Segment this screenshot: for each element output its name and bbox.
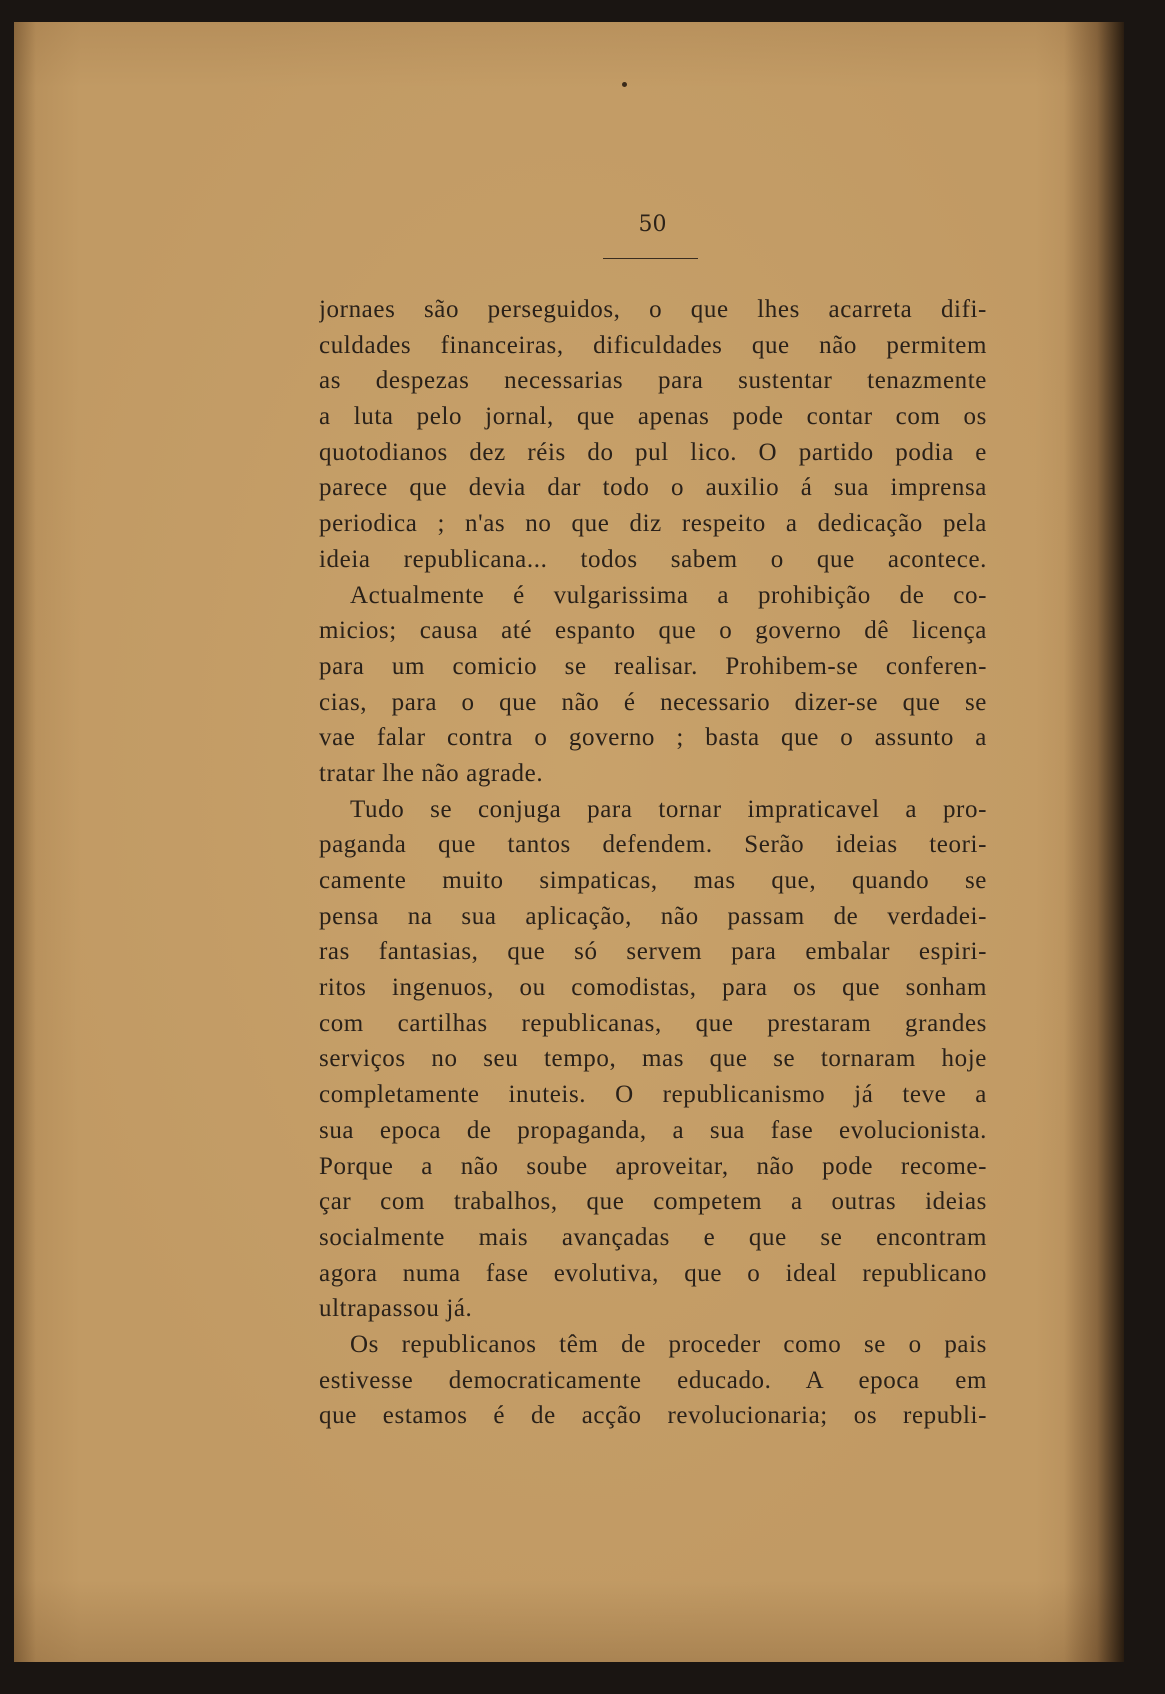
- text-line: ritos ingenuos, ou comodistas, para os que sonham: [319, 974, 987, 1002]
- text-line: agora numa fase evolutiva, que o ideal republicano: [319, 1259, 987, 1287]
- text-line: quotodianos dez réis do pul lico. O partido podia e: [319, 438, 987, 466]
- text-line: camente muito simpaticas, mas que, quando se: [319, 867, 987, 894]
- page-number: 50: [638, 212, 667, 237]
- ink-speck: [622, 82, 627, 87]
- text-line: parece que devia dar todo o auxilio á sua imprensa: [319, 474, 987, 502]
- text-line: sua epoca de propaganda, a sua fase evolucionista.: [319, 1116, 987, 1144]
- text-line: pensa na sua aplicação, não passam de verdadei-: [319, 902, 987, 930]
- text-line: serviços no seu tempo, mas que se tornaram hoje: [319, 1045, 987, 1073]
- text-line: Porque a não soube aproveitar, não pode recome-: [319, 1152, 987, 1180]
- text-line: paganda que tantos defendem. Serão ideias teori-: [319, 831, 987, 859]
- header-rule: [603, 258, 698, 259]
- text-line: completamente inuteis. O republicanismo já teve a: [319, 1081, 987, 1109]
- text-line: a luta pelo jornal, que apenas pode contar com os: [319, 403, 987, 431]
- left-edge-shading: [14, 22, 36, 1662]
- text-line: com cartilhas republicanas, que prestaram grandes: [319, 1009, 987, 1037]
- text-line: Actualmente é vulgarissima a prohibição de co-: [350, 581, 987, 609]
- body-text: [319, 292, 987, 1434]
- text-line: tratar lhe não agrade.: [319, 759, 544, 787]
- right-edge-shadow: [1064, 22, 1124, 1662]
- text-line: socialmente mais avançadas e que se encontram: [319, 1223, 987, 1251]
- text-line: as despezas necessarias para sustentar tenazmente: [319, 367, 987, 395]
- text-line: jornaes são perseguidos, o que lhes acarreta difi-: [319, 296, 987, 323]
- text-line: micios; causa até espanto que o governo dê licença: [319, 617, 987, 645]
- text-line: ultrapassou já.: [319, 1295, 473, 1323]
- text-line: que estamos é de acção revolucionaria; os republi-: [319, 1402, 987, 1430]
- text-line: ideia republicana... todos sabem o que acontece.: [319, 545, 987, 573]
- text-line: para um comicio se realisar. Prohibem-se conferen-: [319, 652, 987, 680]
- text-line: Tudo se conjuga para tornar impraticavel a pro-: [350, 795, 987, 823]
- text-line: vae falar contra o governo ; basta que o assunto a: [319, 724, 987, 752]
- text-line: culdades financeiras, dificuldades que não permitem: [319, 331, 987, 359]
- text-line: çar com trabalhos, que competem a outras ideias: [319, 1188, 987, 1216]
- text-line: periodica ; n'as no que diz respeito a dedicação pela: [319, 510, 987, 538]
- text-line: Os republicanos têm de proceder como se o pais: [350, 1330, 987, 1358]
- text-line: ras fantasias, que só servem para embalar espiri-: [319, 938, 987, 966]
- text-line: cias, para o que não é necessario dizer-se que se: [319, 688, 987, 716]
- text-line: estivesse democraticamente educado. A epoca em: [319, 1366, 987, 1394]
